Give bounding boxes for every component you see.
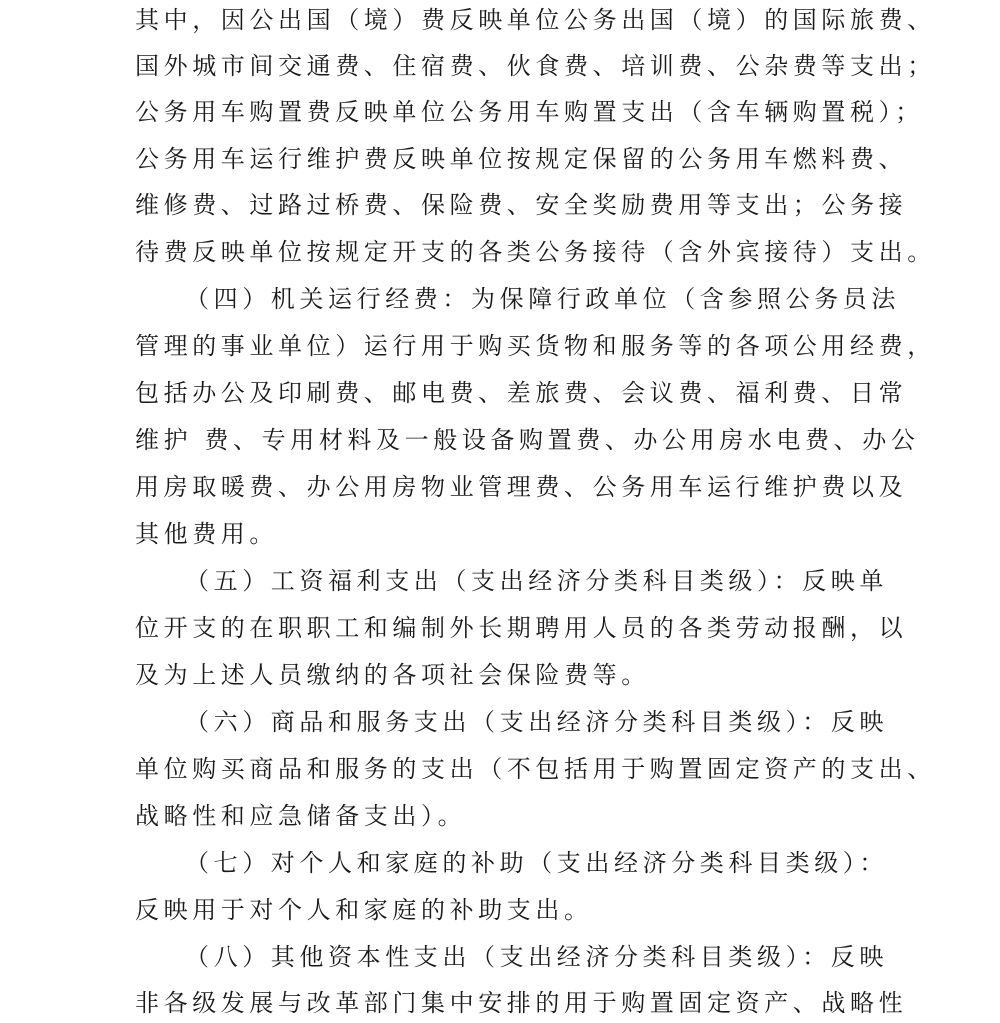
text-line-9: 包括办公及印刷费、邮电费、差旅费、会议费、福利费、日常 [135, 379, 908, 407]
text-line-6: 待费反映单位按规定开支的各类公务接待（含外宾接待）支出。 [135, 238, 936, 266]
paragraph-7-heading-line: （七）对个人和家庭的补助（支出经济分类科目类级）： [185, 849, 888, 877]
text-line-20: 反映用于对个人和家庭的补助支出。 [135, 896, 593, 924]
text-line-1: 其中，因公出国（境）费反映单位公务出国（境）的国际旅费、 [135, 6, 936, 34]
paragraph-4-heading-line: （四）机关运行经费：为保障行政单位（含参照公务员法 [185, 285, 900, 313]
text-line-14: 位开支的在职职工和编制外长期聘用人员的各类劳动报酬，以 [135, 614, 908, 642]
paragraph-8-heading-line: （八）其他资本性支出（支出经济分类科目类级）：反映 [185, 943, 888, 971]
text-line-17: 单位购买商品和服务的支出（不包括用于购置固定资产的支出、 [135, 755, 936, 783]
text-line-5: 维修费、过路过桥费、保险费、安全奖励费用等支出；公务接 [135, 191, 908, 219]
text-line-3: 公务用车购置费反映单位公务用车购置支出（含车辆购置税）； [135, 98, 924, 126]
paragraph-5-heading-line: （五）工资福利支出（支出经济分类科目类级）：反映单 [185, 567, 888, 595]
text-line-12: 其他费用。 [135, 520, 278, 548]
text-line-22: 非各级发展与改革部门集中安排的用于购置固定资产、战略性 [135, 989, 908, 1017]
text-line-18: 战略性和应急储备支出）。 [135, 802, 467, 830]
paragraph-6-heading-line: （六）商品和服务支出（支出经济分类科目类级）：反映 [185, 708, 888, 736]
text-line-4: 公务用车运行维护费反映单位按规定保留的公务用车燃料费、 [135, 145, 908, 173]
text-line-15: 及为上述人员缴纳的各项社会保险费等。 [135, 661, 650, 689]
text-line-2: 国外城市间交通费、住宿费、伙食费、培训费、公杂费等支出； [135, 52, 936, 80]
text-line-11: 用房取暖费、办公用房物业管理费、公务用车运行维护费以及 [135, 473, 908, 501]
text-line-8: 管理的事业单位）运行用于购买货物和服务等的各项公用经费， [135, 332, 936, 360]
text-line-10: 维护 费、专用材料及一般设备购置费、办公用房水电费、办公 [135, 426, 920, 454]
